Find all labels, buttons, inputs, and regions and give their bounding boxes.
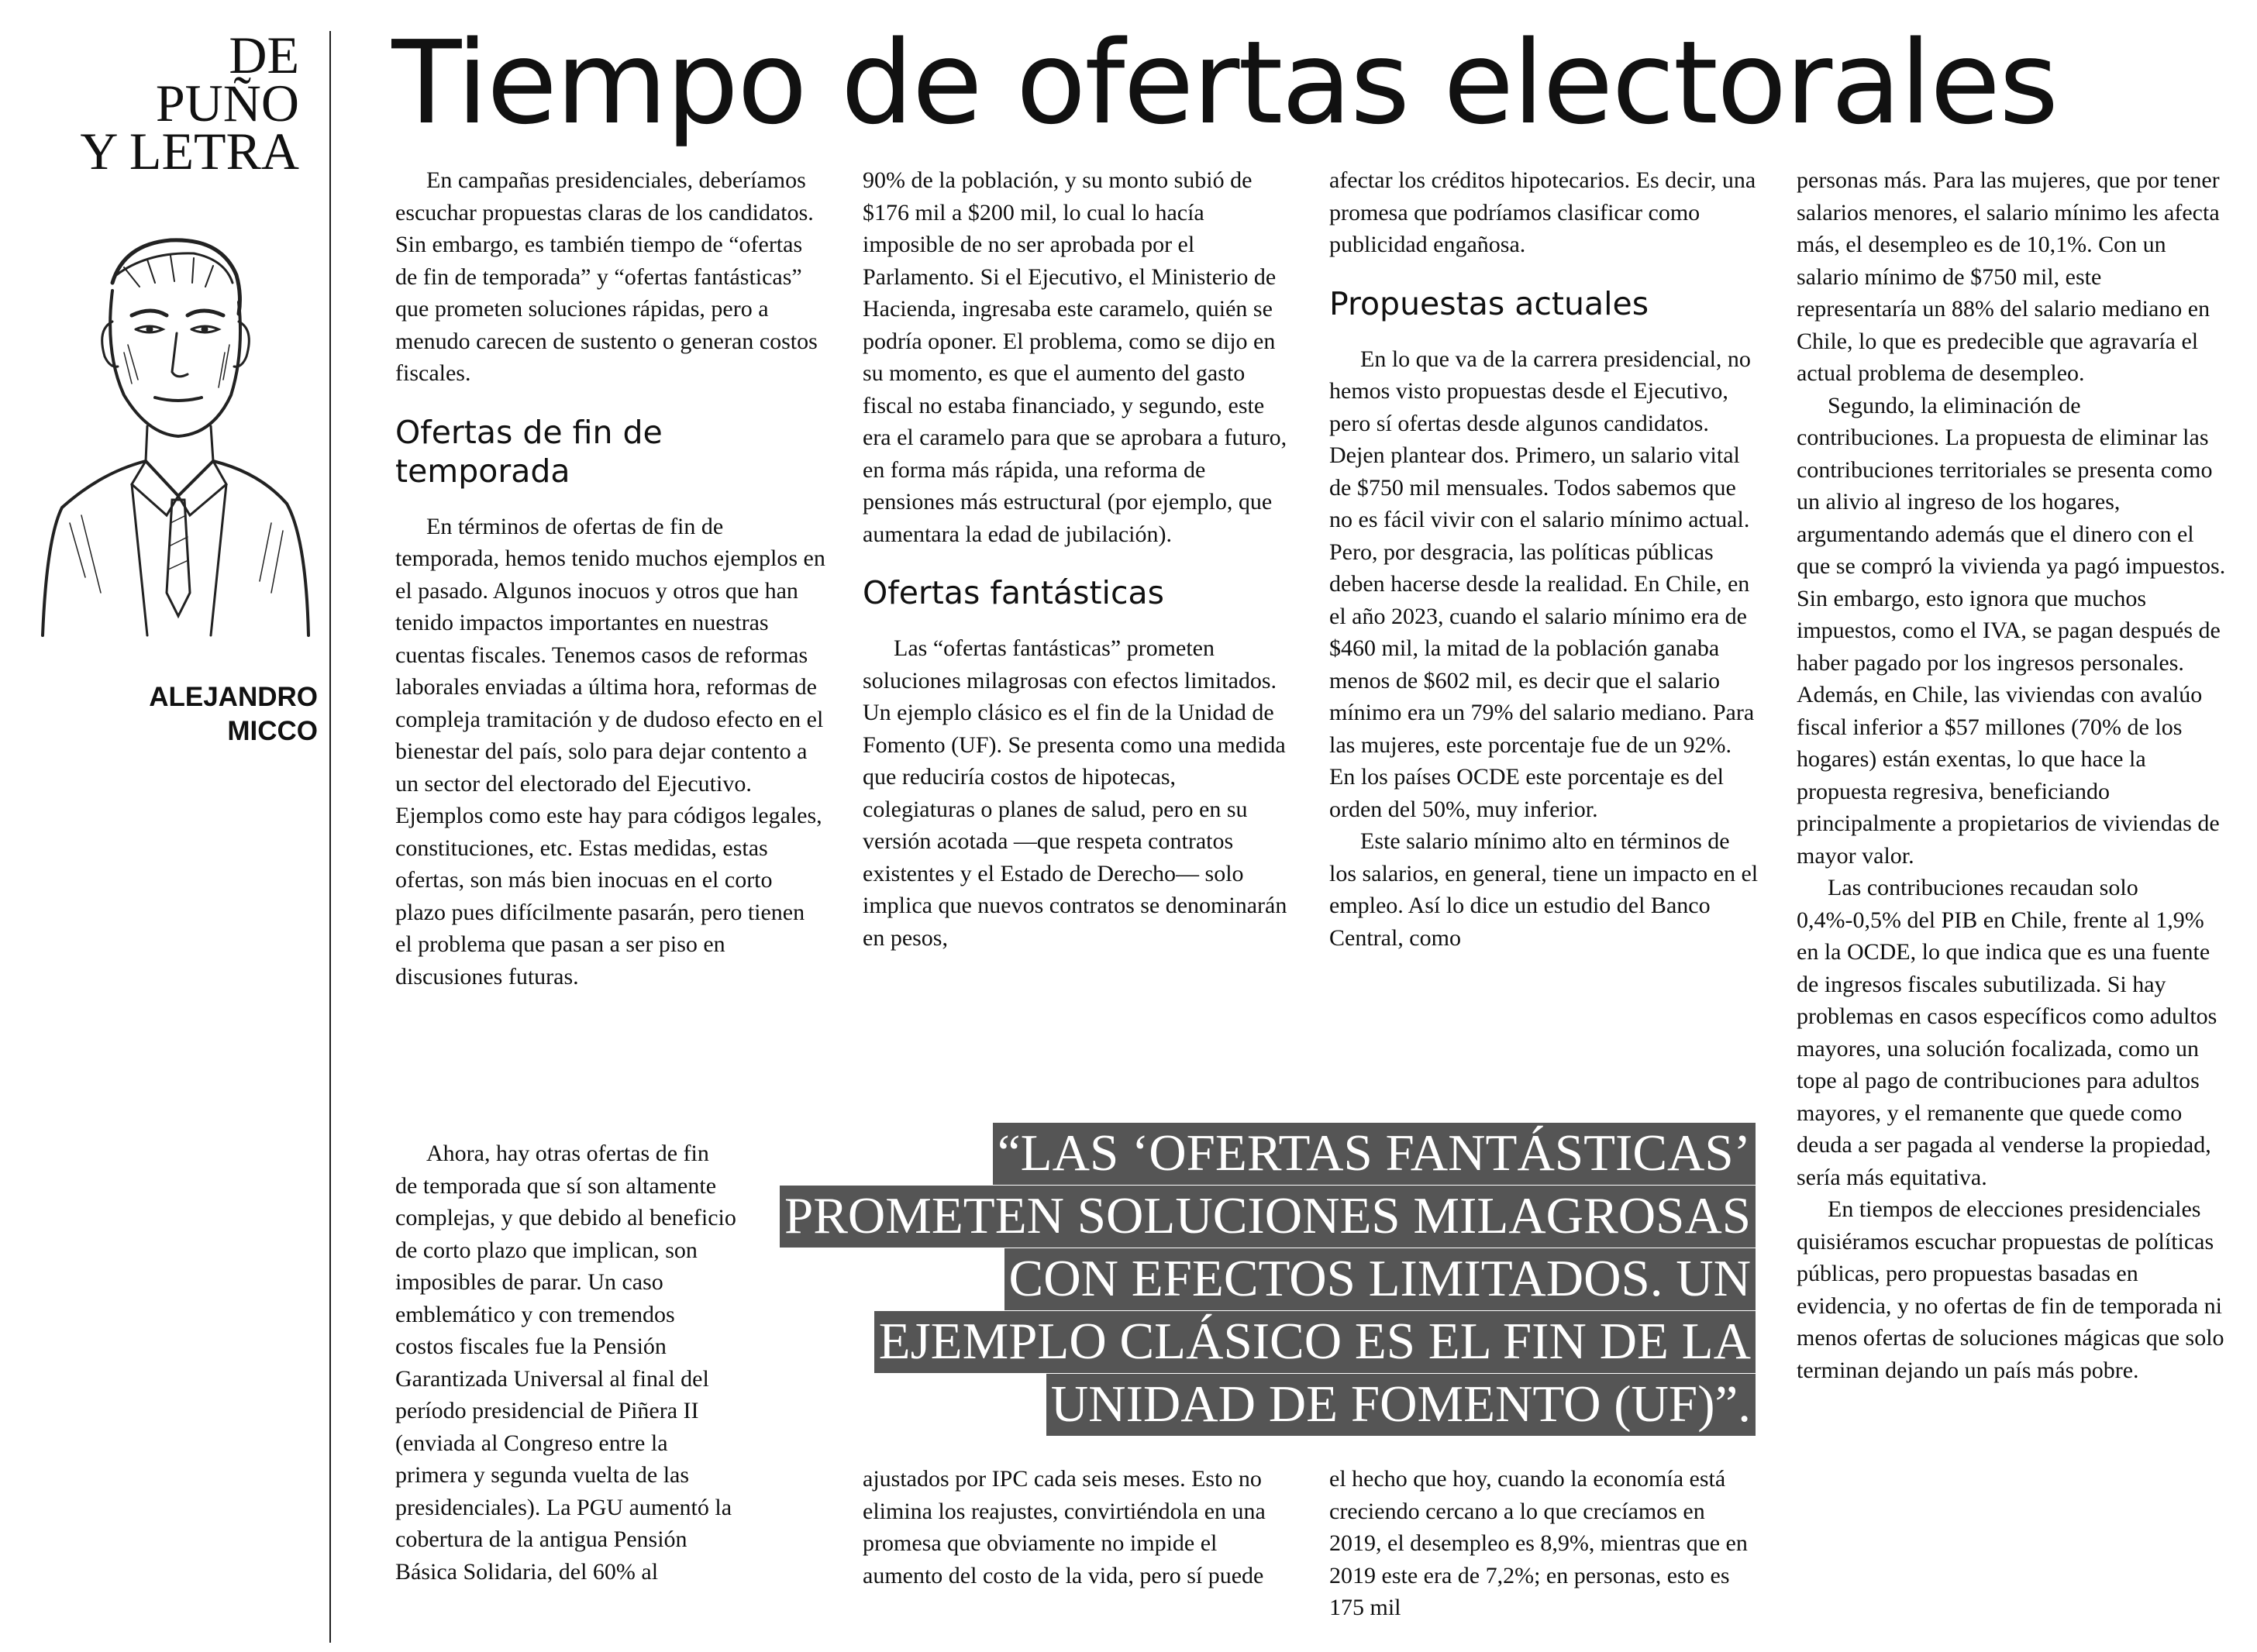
paragraph: Las contribuciones recaudan solo 0,4%-0,5% del PIB en Chile, frente al 1,9% en la OCDE, lo que indica que es una fuente de ingresos fiscales subutilizada. Si hay problemas en casos específicos como adultos mayores, una solución focalizada, como un tope al pago de contribuciones para adultos mayores, y el remanente que quede como deuda a ser pagada al venderse la propiedad, sería más equitativa. xyxy=(1797,875,2217,1190)
column-1-top xyxy=(395,164,825,1141)
paragraph: personas más. Para las mujeres, que por tener salarios menores, el salario mínimo les afecta más, el desempleo es de 10,1%. Con un salario mínimo de $750 mil, este representaría un 88% del salario mediano en Chile, lo que es predecible que agravaría el actual problema de desempleo. xyxy=(1797,167,2220,386)
pull-quote-line: EJEMPLO CLÁSICO ES EL FIN DE LA xyxy=(874,1311,1756,1373)
section-title-line-3: Y LETRA xyxy=(80,122,299,181)
gutter-divider xyxy=(329,31,331,1643)
column-3-bottom xyxy=(1329,1463,1759,1626)
column-4 xyxy=(1797,164,2227,1629)
pull-quote-line: PROMETEN SOLUCIONES MILAGROSAS xyxy=(780,1186,1756,1248)
subhead-ofertas-fantasticas: Ofertas fantásticas xyxy=(863,574,1164,611)
paragraph: ajustados por IPC cada seis meses. Esto no elimina los reajustes, convirtiéndola en una promesa que obviamente no impide el aumento del costo de la vida, pero sí puede xyxy=(863,1466,1266,1588)
headline: Tiempo de ofertas electorales xyxy=(391,17,2058,150)
section-title-line-1: DE xyxy=(229,26,299,84)
pull-quote xyxy=(740,1122,1756,1437)
paragraph: Las “ofertas fantásticas” prometen soluciones milagrosas con efectos limitados. Un ejemplo clásico es el fin de la Unidad de Fomento (UF). Se presenta como una medida que reduciría costos de hipotecas, colegiaturas o planes de salud, pero en su versión acotada —que respeta contratos existentes y el Estado de Derecho— solo implica que nuevos contratos se denominarán en pesos, xyxy=(863,635,1287,951)
subhead-propuestas-actuales: Propuestas actuales xyxy=(1329,284,1649,322)
paragraph: En lo que va de la carrera presidencial, no hemos visto propuestas desde el Ejecutivo, pero sí ofertas desde algunos candidatos. Dejen plantear dos. Primero, un salario vital de $750 mil mensuales. Todos sabemos que no es fácil vivir con el salario mínimo actual. Pero, por desgracia, las políticas públicas deben hacerse desde la realidad. En Chile, en el año 2023, cuando el salario mínimo era de $460 mil, la mitad de la población ganaba menos de $602 mil, es decir que el salario mínimo era un 79% del salario mediano. Para las mujeres, este porcentaje fue de un 92%. En los países OCDE este porcentaje es del orden del 50%, muy inferior. xyxy=(1329,346,1755,822)
column-1-bottom xyxy=(395,1137,736,1626)
paragraph: Este salario mínimo alto en términos de los salarios, en general, tiene un impacto en el empleo. Así lo dice un estudio del Banco Central, como xyxy=(1329,828,1759,951)
section-title-line-2: PUÑO xyxy=(155,74,299,133)
paragraph: En tiempos de elecciones presidenciales quisiéramos escuchar propuestas de políticas públicas, pero propuestas basadas en evidencia, y no ofertas de fin de temporada ni menos ofertas de soluciones mágicas que solo terminan dejando un país más pobre. xyxy=(1797,1196,2224,1383)
paragraph: Segundo, la eliminación de contribuciones. La propuesta de eliminar las contribuciones territoriales se presenta como un alivio al ingreso de los hogares, argumentando además que el dinero con el que se compró la vivienda ya pagó impuestos. Sin embargo, esto ignora que muchos impuestos, como el IVA, se pagan después de haber pagado por los ingresos personales. Además, en Chile, las viviendas con avalúo fiscal inferior a $57 millones (70% de los hogares) están exentas, lo que hace la propuesta regresiva, beneficiando principalmente a propietarios de viviendas de mayor valor. xyxy=(1797,392,2226,869)
column-3-top xyxy=(1329,164,1759,1113)
pull-quote-line: “LAS ‘OFERTAS FANTÁSTICAS’ xyxy=(993,1123,1756,1185)
paragraph: afectar los créditos hipotecarios. Es decir, una promesa que podríamos clasificar como publicidad engañosa. xyxy=(1329,167,1756,257)
section-title xyxy=(43,26,299,181)
author-first-name: ALEJANDRO xyxy=(149,682,318,712)
column-2-bottom xyxy=(863,1463,1293,1626)
pull-quote-line: CON EFECTOS LIMITADOS. UN xyxy=(1004,1248,1756,1310)
paragraph: 90% de la población, y su monto subió de $176 mil a $200 mil, lo cual lo hacía imposible de no ser aprobada por el Parlamento. Si el Ejecutivo, el Ministerio de Hacienda, ingresaba este caramelo, quién se podría oponer. El problema, como se dijo en su momento, es que el aumento del gasto fiscal no estaba financiado, y segundo, este era el caramelo para que se aprobara a futuro, en forma más rápida, una reforma de pensiones más estructural (por ejemplo, que aumentara la edad de jubilación). xyxy=(863,167,1287,547)
subhead-ofertas-fin-temporada: Ofertas de fin de temporada xyxy=(395,413,663,490)
paragraph: Ahora, hay otras ofertas de fin de temporada que sí son altamente complejas, y que debido al beneficio de corto plazo que implican, son imposibles de parar. Un caso emblemático y con tremendos costos fiscales fue la Pensión Garantizada Universal al final del período presidencial de Piñera II (enviada al Congreso entre la primera y segunda vuelta de las presidenciales). La PGU aumentó la cobertura de la antigua Pensión Básica Solidaria, del 60% al xyxy=(395,1141,736,1585)
paragraph: En campañas presidenciales, deberíamos escuchar propuestas claras de los candidatos. Sin embargo, es también tiempo de “ofertas de fin de temporada” y “ofertas fantásticas” que prometen soluciones rápidas, pero a menudo carecen de sustento o generan costos fiscales. xyxy=(395,167,818,386)
author-last-name: MICCO xyxy=(227,716,318,746)
pull-quote-line: UNIDAD DE FOMENTO (UF)”. xyxy=(1046,1374,1756,1436)
column-2-top xyxy=(863,164,1293,1113)
paragraph: En términos de ofertas de fin de temporada, hemos tenido muchos ejemplos en el pasado. Algunos inocuos y otros que han tenido impactos importantes en nuestras cuentas fiscales. Tenemos casos de reformas laborales enviadas a última hora, reformas de compleja tramitación y de dudoso efecto en el bienestar del país, solo para dejar contento a un sector del electorado del Ejecutivo. Ejemplos como este hay para códigos legales, constituciones, etc. Estas medidas, estas ofertas, son más bien inocuas en el corto plazo pues difícilmente pasarán, pero tienen el problema que pasan a ser piso en discusiones futuras. xyxy=(395,513,825,989)
paragraph: el hecho que hoy, cuando la economía está creciendo cercano a lo que crecíamos en 2019, el desempleo es 8,9%, mientras que en 2019 este era de 7,2%; en personas, esto es 175 mil xyxy=(1329,1466,1748,1620)
author-name xyxy=(78,680,318,749)
author-portrait xyxy=(39,229,310,639)
